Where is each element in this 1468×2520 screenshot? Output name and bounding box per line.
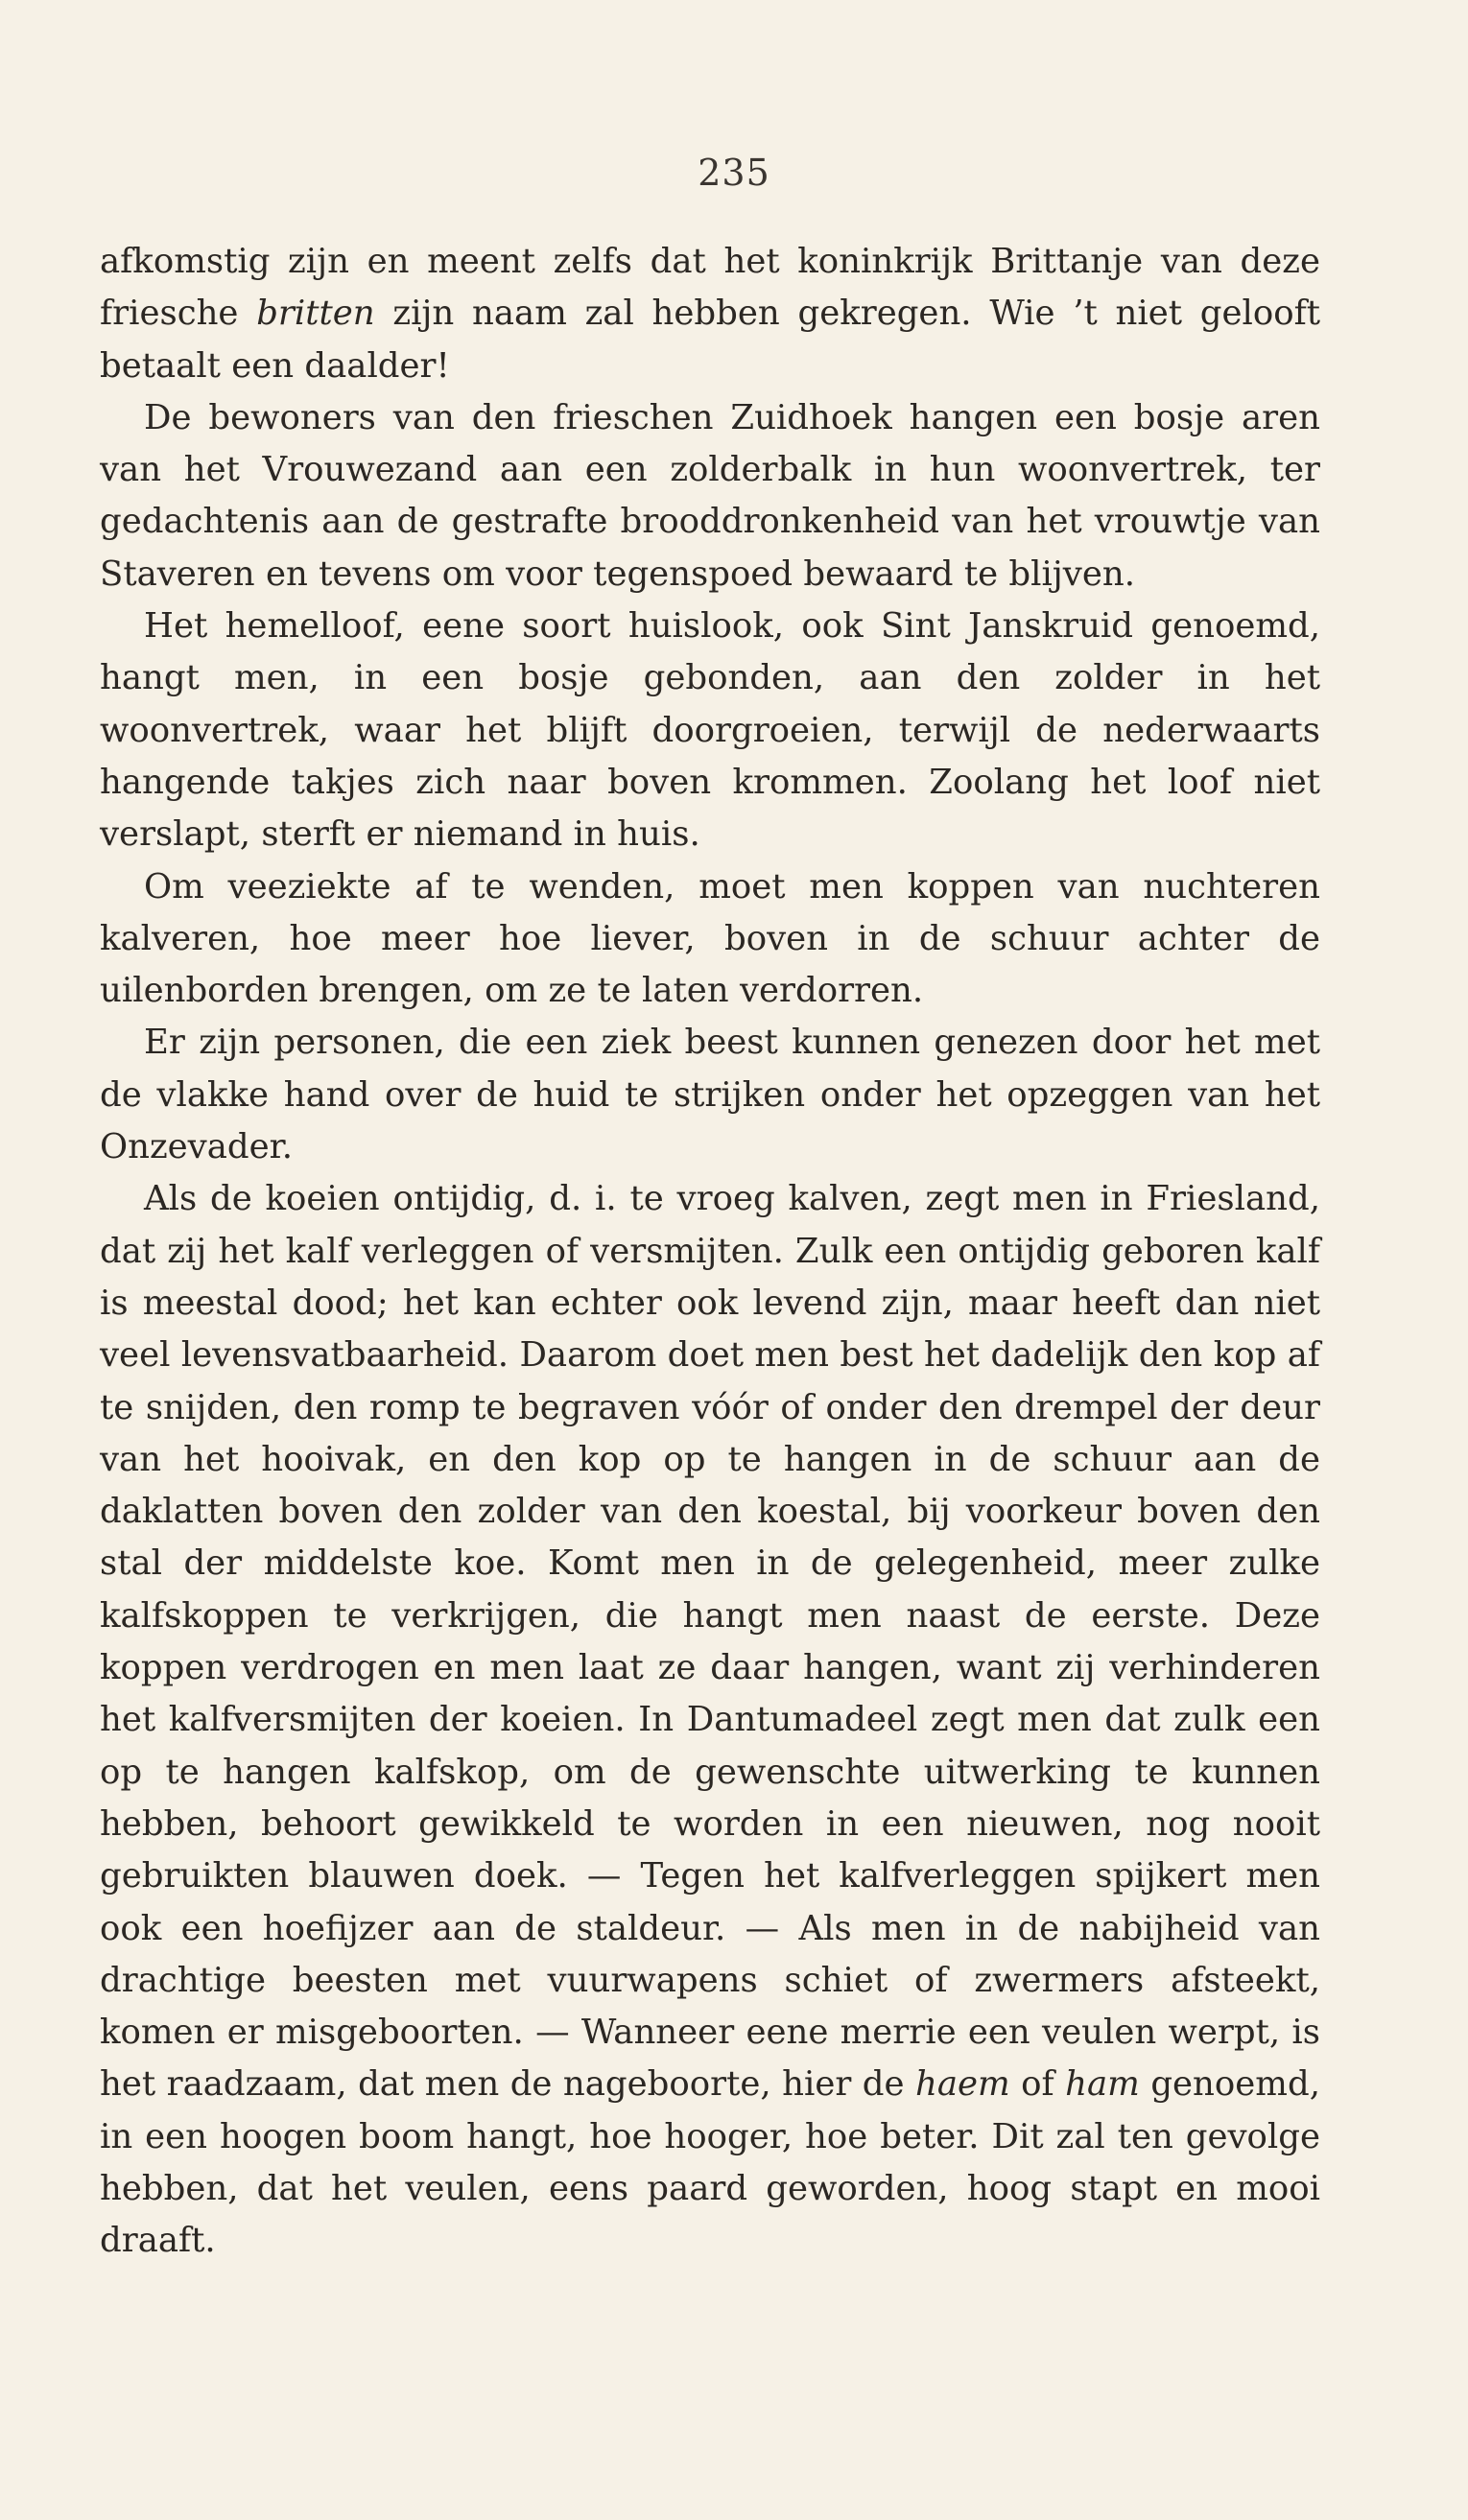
paragraph [100, 1173, 1320, 2267]
text-segment: Het hemelloof, eene soort huislook, ook Sint Janskruid genoemd, hangt men, in een bosje gebonden, aan den zolder in het woonvertrek, waar het blijft doorgroeien, terwijl de nederwaarts hangende takjes zich naar boven krommen. Zoolang het loof niet verslapt, sterft er niemand in huis. [100, 606, 1320, 855]
italic-term: haem [915, 2064, 1010, 2105]
text-segment: De bewoners van den frieschen Zuidhoek hangen een bosje aren van het Vrouwezand aan een zolderbalk in hun woonvertrek, ter gedachtenis aan de gestrafte brooddronkenheid van het vrouwtje van Staveren en tevens om voor tegenspoed bewaard te blijven. [100, 397, 1320, 594]
paragraph [100, 1017, 1320, 1173]
paragraph [100, 601, 1320, 860]
text-segment: Als de koeien ontijdig, d. i. te vroeg kalven, zegt men in Friesland, dat zij het kalf verleggen of versmijten. Zulk een ontijdig geboren kalf is meestal dood; het kan echter ook levend zijn, maar heeft dan niet veel levensvatbaarheid. Daarom doet men best het dadelijk den kop af te snijden, den romp te begraven vóór of onder den drempel der deur van het hooivak, en den kop op te hangen in de schuur aan de daklatten boven den zolder van den koestal, bij voorkeur boven den stal der middelste koe. Komt men in de gelegenheid, meer zulke kalfskoppen te verkrijgen, die hangt men naast de eerste. Deze koppen verdrogen en men laat ze daar hangen, want zij verhinderen het kalfversmijten der koeien. In Dantumadeel zegt men dat zulk een op te hangen kalfskop, om de gewenschte uitwerking te kunnen hebben, behoort gewikkeld te worden in een nieuwen, nog nooit gebruikten blauwen doek. — Tegen het kalfverleggen spijkert men ook een hoefijzer aan de staldeur. — Als men in de nabijheid van drachtige beesten met vuurwapens schiet of zwermers afsteekt, komen er misgeboorten. — Wanneer eene merrie een veulen werpt, is het raadzaam, dat men de nageboorte, hier de [100, 1179, 1320, 2105]
text-segment: Er zijn personen, die een ziek beest kunnen genezen door het met de vlakke hand over de huid te strijken onder het opzeggen van het Onzevader. [100, 1023, 1320, 1167]
page-number: 235 [698, 152, 770, 194]
body-text [100, 236, 1320, 2268]
paragraph [100, 236, 1320, 392]
italic-term: britten [256, 294, 375, 334]
text-segment: afkomstig zijn en meent zelfs dat het koninkrijk Brittanje van deze friesche [100, 242, 1320, 334]
text-segment: zijn naam zal hebben gekregen. Wie ’t niet gelooft betaalt een daalder! [100, 294, 1321, 386]
text-segment: genoemd, in een hoogen boom hangt, hoe hooger, hoe beter. Dit zal ten gevolge hebben, dat het veulen, eens paard geworden, hoog stapt en mooi draaft. [100, 2064, 1320, 2261]
paragraph [100, 861, 1320, 1018]
text-segment: Om veeziekte af te wenden, moet men koppen van nuchteren kalveren, hoe meer hoe liever, boven in de schuur achter de uilenborden brengen, om ze te laten verdorren. [100, 866, 1320, 1011]
text-segment: of [1009, 2064, 1066, 2105]
italic-term: ham [1065, 2064, 1140, 2105]
paragraph [100, 392, 1320, 601]
